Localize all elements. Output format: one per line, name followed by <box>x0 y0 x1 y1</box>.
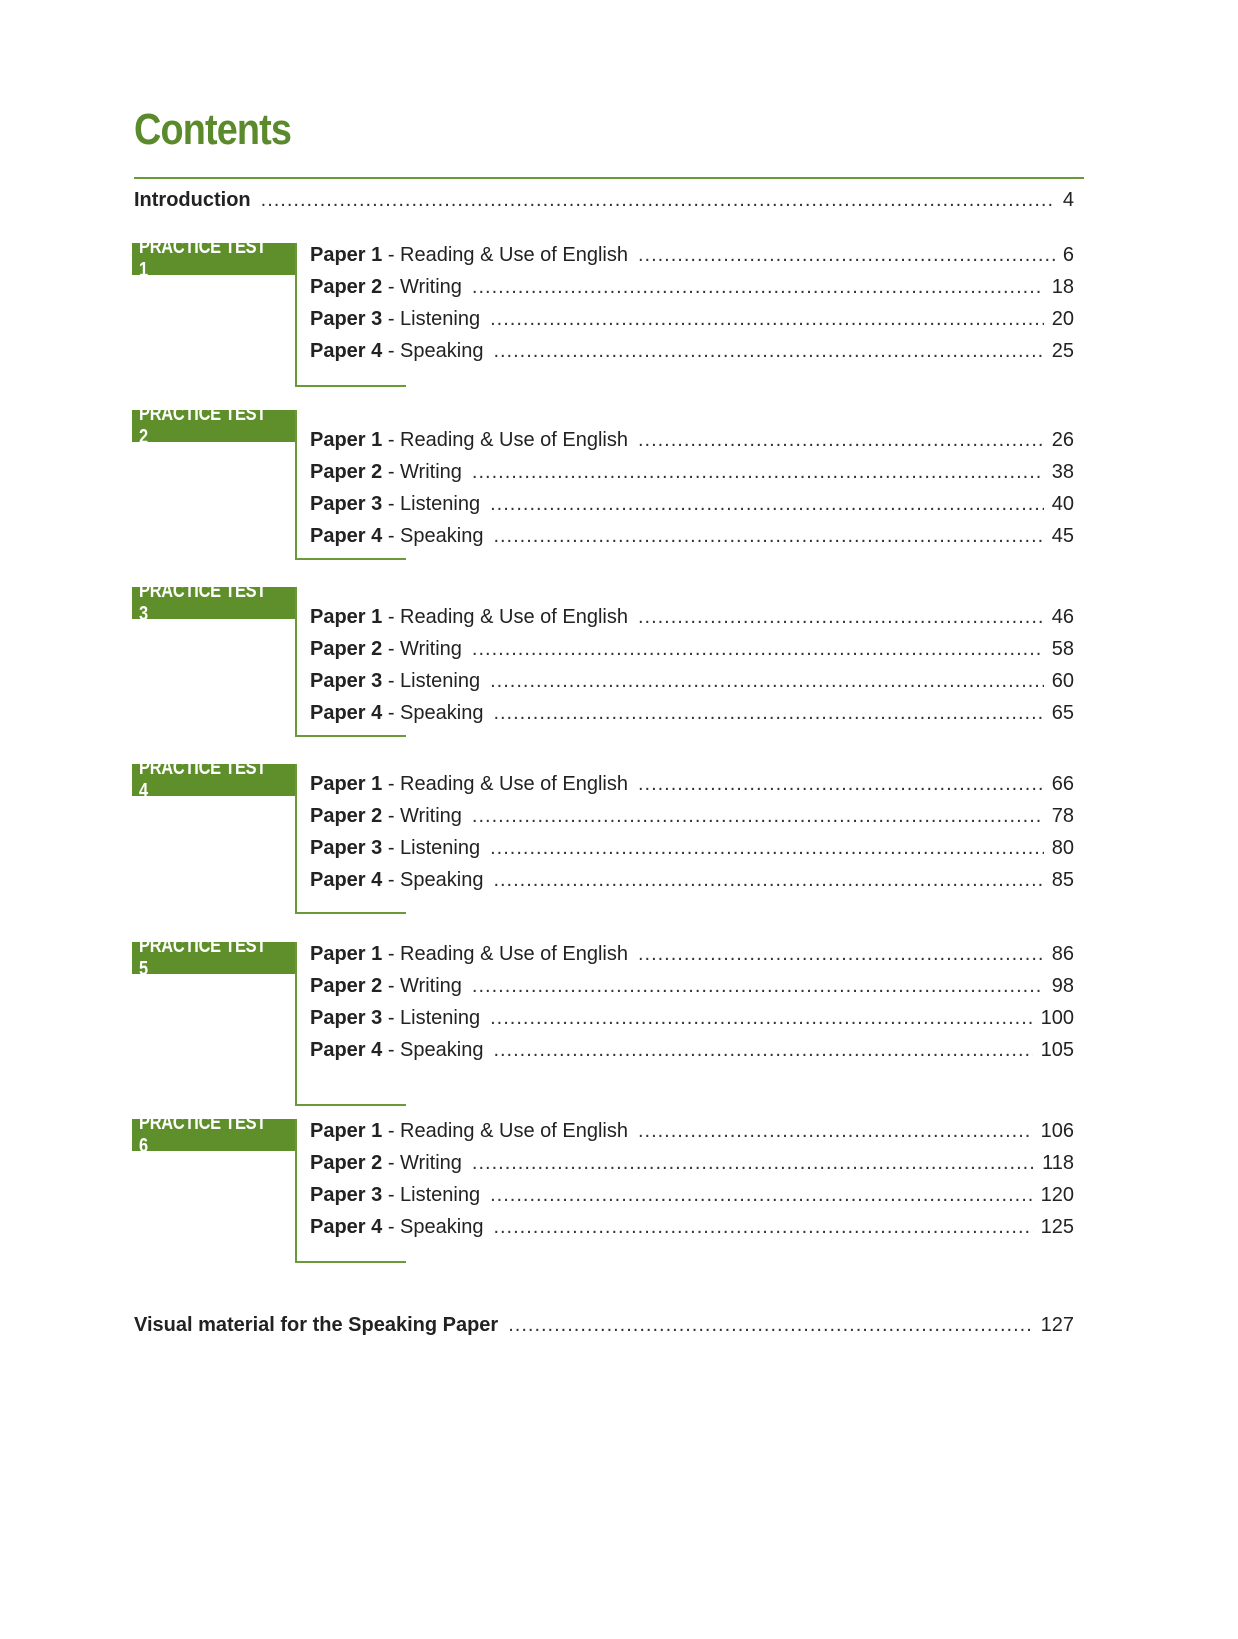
paper-number: Paper 2 <box>310 638 383 660</box>
bracket-horizontal-line <box>295 912 406 914</box>
toc-entry-paper-4[interactable] <box>310 1038 1074 1062</box>
dot-leader <box>508 1313 1032 1337</box>
toc-entry-paper-2[interactable] <box>310 275 1074 299</box>
dot-leader <box>490 1006 1033 1030</box>
dot-leader <box>472 974 1044 998</box>
practice-test-badge-label: PRACTICE TEST 4 <box>139 757 267 802</box>
page-number: 38 <box>1051 461 1074 483</box>
paper-name: - Speaking <box>382 702 484 724</box>
toc-entry-paper-2[interactable] <box>310 1151 1074 1175</box>
dot-leader <box>472 637 1044 661</box>
paper-number: Paper 3 <box>310 308 383 330</box>
page-number: 6 <box>1062 244 1074 266</box>
page-number: 46 <box>1051 606 1074 628</box>
page-number: 118 <box>1042 1152 1074 1174</box>
page-number: 58 <box>1051 638 1074 660</box>
toc-entry-paper-1[interactable] <box>310 243 1074 267</box>
practice-test-badge <box>132 935 296 980</box>
dot-leader <box>490 1183 1033 1207</box>
dot-leader <box>638 243 1055 267</box>
paper-number: Paper 4 <box>310 340 383 362</box>
page-number: 60 <box>1051 670 1074 692</box>
page-number: 105 <box>1040 1039 1074 1061</box>
paper-number: Paper 4 <box>310 525 383 547</box>
paper-list <box>310 605 1074 733</box>
paper-number: Paper 4 <box>310 702 383 724</box>
bracket-vertical-line <box>295 587 297 735</box>
dot-leader <box>638 1119 1033 1143</box>
page-number: 18 <box>1051 276 1074 298</box>
page-number: 26 <box>1051 429 1074 451</box>
page-number: 98 <box>1051 975 1074 997</box>
toc-entry-label: Visual material for the Speaking Paper <box>134 1314 499 1336</box>
paper-name: - Reading & Use of English <box>382 244 628 266</box>
toc-entry-paper-1[interactable] <box>310 942 1074 966</box>
toc-entry-paper-3[interactable] <box>310 836 1074 860</box>
paper-name: - Reading & Use of English <box>382 943 628 965</box>
bracket-vertical-line <box>295 243 297 385</box>
paper-name: - Speaking <box>382 1039 484 1061</box>
paper-number: Paper 2 <box>310 276 383 298</box>
paper-name: - Speaking <box>382 525 484 547</box>
toc-entry-paper-4[interactable] <box>310 868 1074 892</box>
paper-name: - Speaking <box>382 1216 484 1238</box>
dot-leader <box>493 1215 1032 1239</box>
page-number: 66 <box>1051 773 1074 795</box>
paper-number: Paper 1 <box>310 429 383 451</box>
dot-leader <box>472 275 1044 299</box>
paper-list <box>310 428 1074 556</box>
dot-leader <box>638 942 1044 966</box>
practice-test-badge-label: PRACTICE TEST 3 <box>139 580 267 625</box>
paper-number: Paper 1 <box>310 943 383 965</box>
paper-number: Paper 3 <box>310 493 383 515</box>
toc-entry-paper-2[interactable] <box>310 974 1074 998</box>
paper-name: - Speaking <box>382 869 484 891</box>
dot-leader <box>493 524 1043 548</box>
paper-list <box>310 772 1074 900</box>
dot-leader <box>472 804 1044 828</box>
practice-test-badge-label: PRACTICE TEST 2 <box>139 403 267 448</box>
dot-leader <box>638 605 1044 629</box>
toc-entry-paper-4[interactable] <box>310 524 1074 548</box>
practice-test-badge <box>132 757 296 802</box>
page-title: Contents <box>134 105 292 154</box>
toc-entry-visual-material[interactable] <box>134 1313 1074 1337</box>
paper-number: Paper 3 <box>310 1007 383 1029</box>
page-number: 86 <box>1051 943 1074 965</box>
bracket-horizontal-line <box>295 735 406 737</box>
dot-leader <box>493 1038 1032 1062</box>
paper-list <box>310 243 1074 371</box>
page-number: 100 <box>1040 1007 1074 1029</box>
page-number: 127 <box>1040 1314 1074 1336</box>
toc-entry-paper-4[interactable] <box>310 1215 1074 1239</box>
paper-name: - Writing <box>382 276 462 298</box>
toc-entry-paper-2[interactable] <box>310 637 1074 661</box>
page-number: 106 <box>1040 1120 1074 1142</box>
dot-leader <box>493 339 1043 363</box>
practice-test-badge <box>132 403 296 448</box>
practice-test-badge-label: PRACTICE TEST 5 <box>139 935 267 980</box>
paper-name: - Reading & Use of English <box>382 606 628 628</box>
paper-name: - Listening <box>382 670 481 692</box>
practice-test-badge <box>132 1112 296 1157</box>
toc-entry-paper-1[interactable] <box>310 772 1074 796</box>
toc-entry-paper-4[interactable] <box>310 701 1074 725</box>
practice-test-badge <box>132 580 296 625</box>
paper-number: Paper 4 <box>310 1216 383 1238</box>
paper-number: Paper 2 <box>310 975 383 997</box>
title-divider <box>134 177 1084 179</box>
bracket-horizontal-line <box>295 558 406 560</box>
toc-entry-paper-3[interactable] <box>310 1006 1074 1030</box>
bracket-vertical-line <box>295 410 297 558</box>
toc-entry-paper-1[interactable] <box>310 1119 1074 1143</box>
bracket-vertical-line <box>295 1119 297 1261</box>
paper-name: - Writing <box>382 805 462 827</box>
paper-number: Paper 1 <box>310 773 383 795</box>
dot-leader <box>493 701 1043 725</box>
paper-number: Paper 4 <box>310 1039 383 1061</box>
page-number: 80 <box>1051 837 1074 859</box>
paper-number: Paper 3 <box>310 670 383 692</box>
page-number: 125 <box>1040 1216 1074 1238</box>
paper-number: Paper 2 <box>310 805 383 827</box>
bracket-horizontal-line <box>295 1104 406 1106</box>
dot-leader <box>261 188 1055 212</box>
bracket-vertical-line <box>295 764 297 912</box>
paper-number: Paper 4 <box>310 869 383 891</box>
page-number: 45 <box>1051 525 1074 547</box>
paper-name: - Speaking <box>382 340 484 362</box>
page-number: 20 <box>1051 308 1074 330</box>
paper-number: Paper 2 <box>310 461 383 483</box>
toc-entry-paper-1[interactable] <box>310 428 1074 452</box>
paper-name: - Reading & Use of English <box>382 773 628 795</box>
toc-entry-paper-3[interactable] <box>310 307 1074 331</box>
page-number: 4 <box>1062 189 1074 211</box>
paper-name: - Listening <box>382 493 481 515</box>
dot-leader <box>490 669 1044 693</box>
page-number: 40 <box>1051 493 1074 515</box>
toc-entry-paper-3[interactable] <box>310 492 1074 516</box>
paper-list <box>310 1119 1074 1247</box>
bracket-horizontal-line <box>295 1261 406 1263</box>
page-number: 120 <box>1040 1184 1074 1206</box>
paper-name: - Writing <box>382 1152 462 1174</box>
toc-entry-label: Introduction <box>134 189 251 211</box>
paper-number: Paper 3 <box>310 837 383 859</box>
paper-number: Paper 3 <box>310 1184 383 1206</box>
dot-leader <box>493 868 1043 892</box>
toc-entry-introduction[interactable] <box>134 188 1074 212</box>
paper-number: Paper 1 <box>310 244 383 266</box>
paper-name: - Writing <box>382 975 462 997</box>
practice-test-badge-label: PRACTICE TEST 1 <box>139 236 267 281</box>
toc-entry-paper-1[interactable] <box>310 605 1074 629</box>
toc-entry-paper-4[interactable] <box>310 339 1074 363</box>
dot-leader <box>490 492 1044 516</box>
toc-entry-paper-3[interactable] <box>310 669 1074 693</box>
paper-number: Paper 1 <box>310 1120 383 1142</box>
dot-leader <box>638 772 1044 796</box>
page-number: 85 <box>1051 869 1074 891</box>
paper-list <box>310 942 1074 1070</box>
paper-name: - Writing <box>382 461 462 483</box>
paper-name: - Listening <box>382 1184 481 1206</box>
bracket-horizontal-line <box>295 385 406 387</box>
paper-name: - Writing <box>382 638 462 660</box>
dot-leader <box>472 1151 1034 1175</box>
page-number: 78 <box>1051 805 1074 827</box>
page-number: 25 <box>1051 340 1074 362</box>
toc-entry-paper-2[interactable] <box>310 804 1074 828</box>
toc-entry-paper-3[interactable] <box>310 1183 1074 1207</box>
dot-leader <box>490 836 1044 860</box>
toc-entry-paper-2[interactable] <box>310 460 1074 484</box>
paper-number: Paper 2 <box>310 1152 383 1174</box>
paper-name: - Reading & Use of English <box>382 1120 628 1142</box>
practice-test-badge-label: PRACTICE TEST 6 <box>139 1112 267 1157</box>
dot-leader <box>638 428 1044 452</box>
practice-test-badge <box>132 236 296 281</box>
bracket-vertical-line <box>295 942 297 1104</box>
paper-number: Paper 1 <box>310 606 383 628</box>
paper-name: - Reading & Use of English <box>382 429 628 451</box>
dot-leader <box>472 460 1044 484</box>
dot-leader <box>490 307 1044 331</box>
paper-name: - Listening <box>382 1007 481 1029</box>
paper-name: - Listening <box>382 308 481 330</box>
paper-name: - Listening <box>382 837 481 859</box>
page-number: 65 <box>1051 702 1074 724</box>
